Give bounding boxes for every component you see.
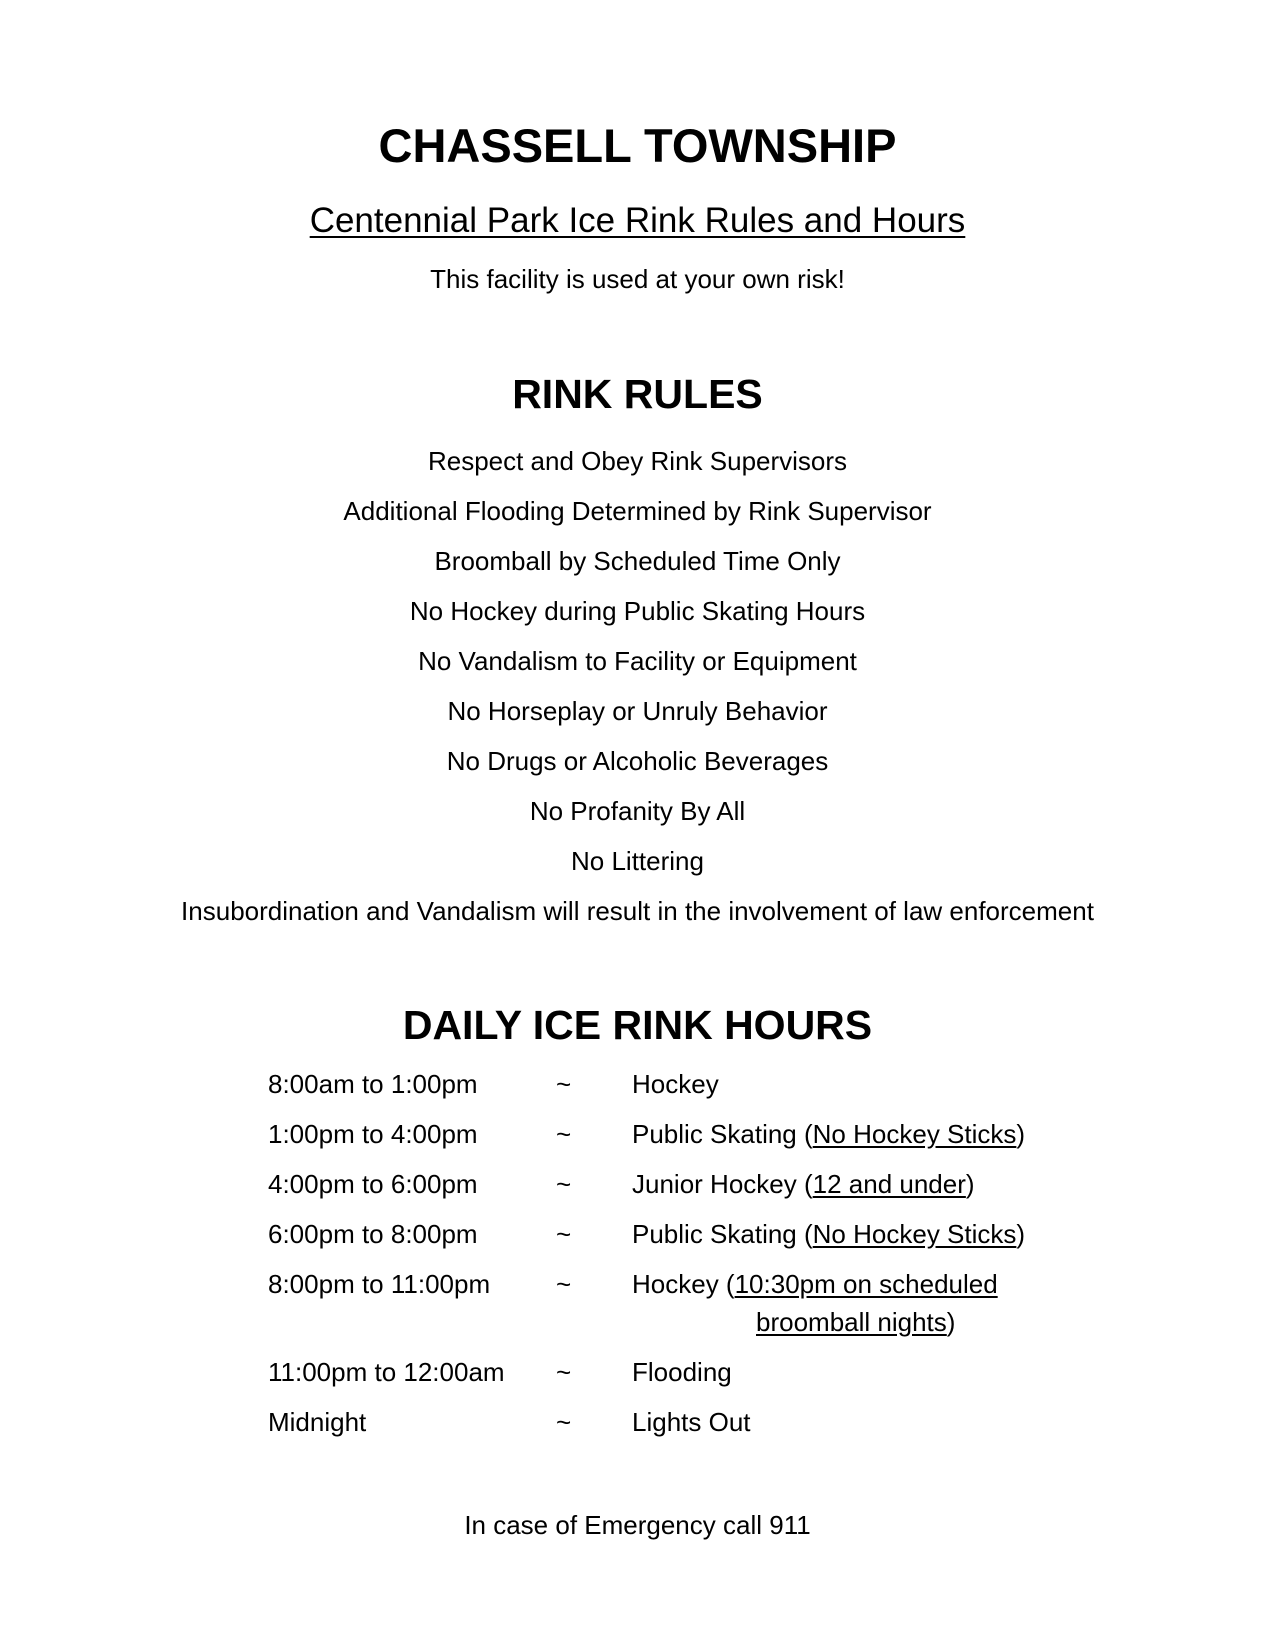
hours-row <box>0 1266 1275 1342</box>
hours-activity: Hockey (10:30pm on scheduled <box>632 1269 998 1299</box>
rule-item: No Littering <box>571 846 704 876</box>
hours-separator: ~ <box>556 1219 572 1249</box>
hours-time: 11:00pm to 12:00am <box>268 1357 505 1387</box>
page-subtitle <box>0 200 1275 242</box>
activity-label: Flooding <box>632 1357 732 1387</box>
hours-separator: ~ <box>556 1069 572 1099</box>
hours-time: 4:00pm to 6:00pm <box>268 1169 478 1199</box>
hours-time: Midnight <box>268 1407 367 1437</box>
hours-separator: ~ <box>556 1119 572 1149</box>
activity-label: Lights Out <box>632 1407 751 1437</box>
hours-time: 1:00pm to 4:00pm <box>268 1119 478 1149</box>
hours-heading: DAILY ICE RINK HOURS <box>402 1002 873 1048</box>
activity-label: Hockey <box>632 1069 719 1099</box>
hours-separator: ~ <box>556 1169 572 1199</box>
hours-activity: Junior Hockey (12 and under) <box>632 1169 975 1199</box>
activity-note: No Hockey Sticks <box>812 1219 1017 1249</box>
hours-separator: ~ <box>556 1407 572 1437</box>
rule-item: No Hockey during Public Skating Hours <box>409 596 866 626</box>
page-title: CHASSELL TOWNSHIP <box>378 119 897 172</box>
emergency-notice: In case of Emergency call 911 <box>464 1510 811 1540</box>
rule-item: No Vandalism to Facility or Equipment <box>418 646 857 676</box>
activity-label: Junior Hockey <box>632 1169 797 1199</box>
rule-item: No Drugs or Alcoholic Beverages <box>446 746 829 776</box>
hours-activity <box>632 1354 732 1390</box>
rules-list <box>0 436 1275 936</box>
activity-label: Public Skating <box>632 1219 797 1249</box>
hours-activity <box>632 1404 751 1440</box>
activity-label: Hockey <box>632 1269 719 1299</box>
rule-item: Insubordination and Vandalism will result in the involvement of law enforcement <box>181 896 1094 926</box>
activity-note: 10:30pm on scheduled <box>734 1269 998 1299</box>
rule-item: No Profanity By All <box>529 796 746 826</box>
hours-separator: ~ <box>556 1357 572 1387</box>
hours-activity: Public Skating (No Hockey Sticks) <box>632 1219 1026 1249</box>
rule-item: No Horseplay or Unruly Behavior <box>447 696 828 726</box>
activity-note: No Hockey Sticks <box>812 1119 1017 1149</box>
rule-item: Respect and Obey Rink Supervisors <box>427 446 848 476</box>
activity-note: 12 and under <box>812 1169 966 1199</box>
risk-notice: This facility is used at your own risk! <box>430 264 845 294</box>
hours-time: 6:00pm to 8:00pm <box>268 1219 478 1249</box>
rule-item: Additional Flooding Determined by Rink Supervisor <box>343 496 932 526</box>
subtitle-text: Centennial Park Ice Rink Rules and Hours <box>309 201 966 240</box>
hours-time: 8:00pm to 11:00pm <box>268 1269 491 1299</box>
hours-time: 8:00am to 1:00pm <box>268 1069 478 1099</box>
activity-note-continued: broomball nights <box>756 1307 947 1337</box>
rules-heading: RINK RULES <box>512 371 763 417</box>
hours-separator: ~ <box>556 1269 572 1299</box>
hours-activity-continued: broomball nights) <box>756 1307 956 1337</box>
hours-activity <box>632 1066 719 1102</box>
hours-activity: Public Skating (No Hockey Sticks) <box>632 1119 1026 1149</box>
rule-item: Broomball by Scheduled Time Only <box>434 546 841 576</box>
activity-label: Public Skating <box>632 1119 797 1149</box>
